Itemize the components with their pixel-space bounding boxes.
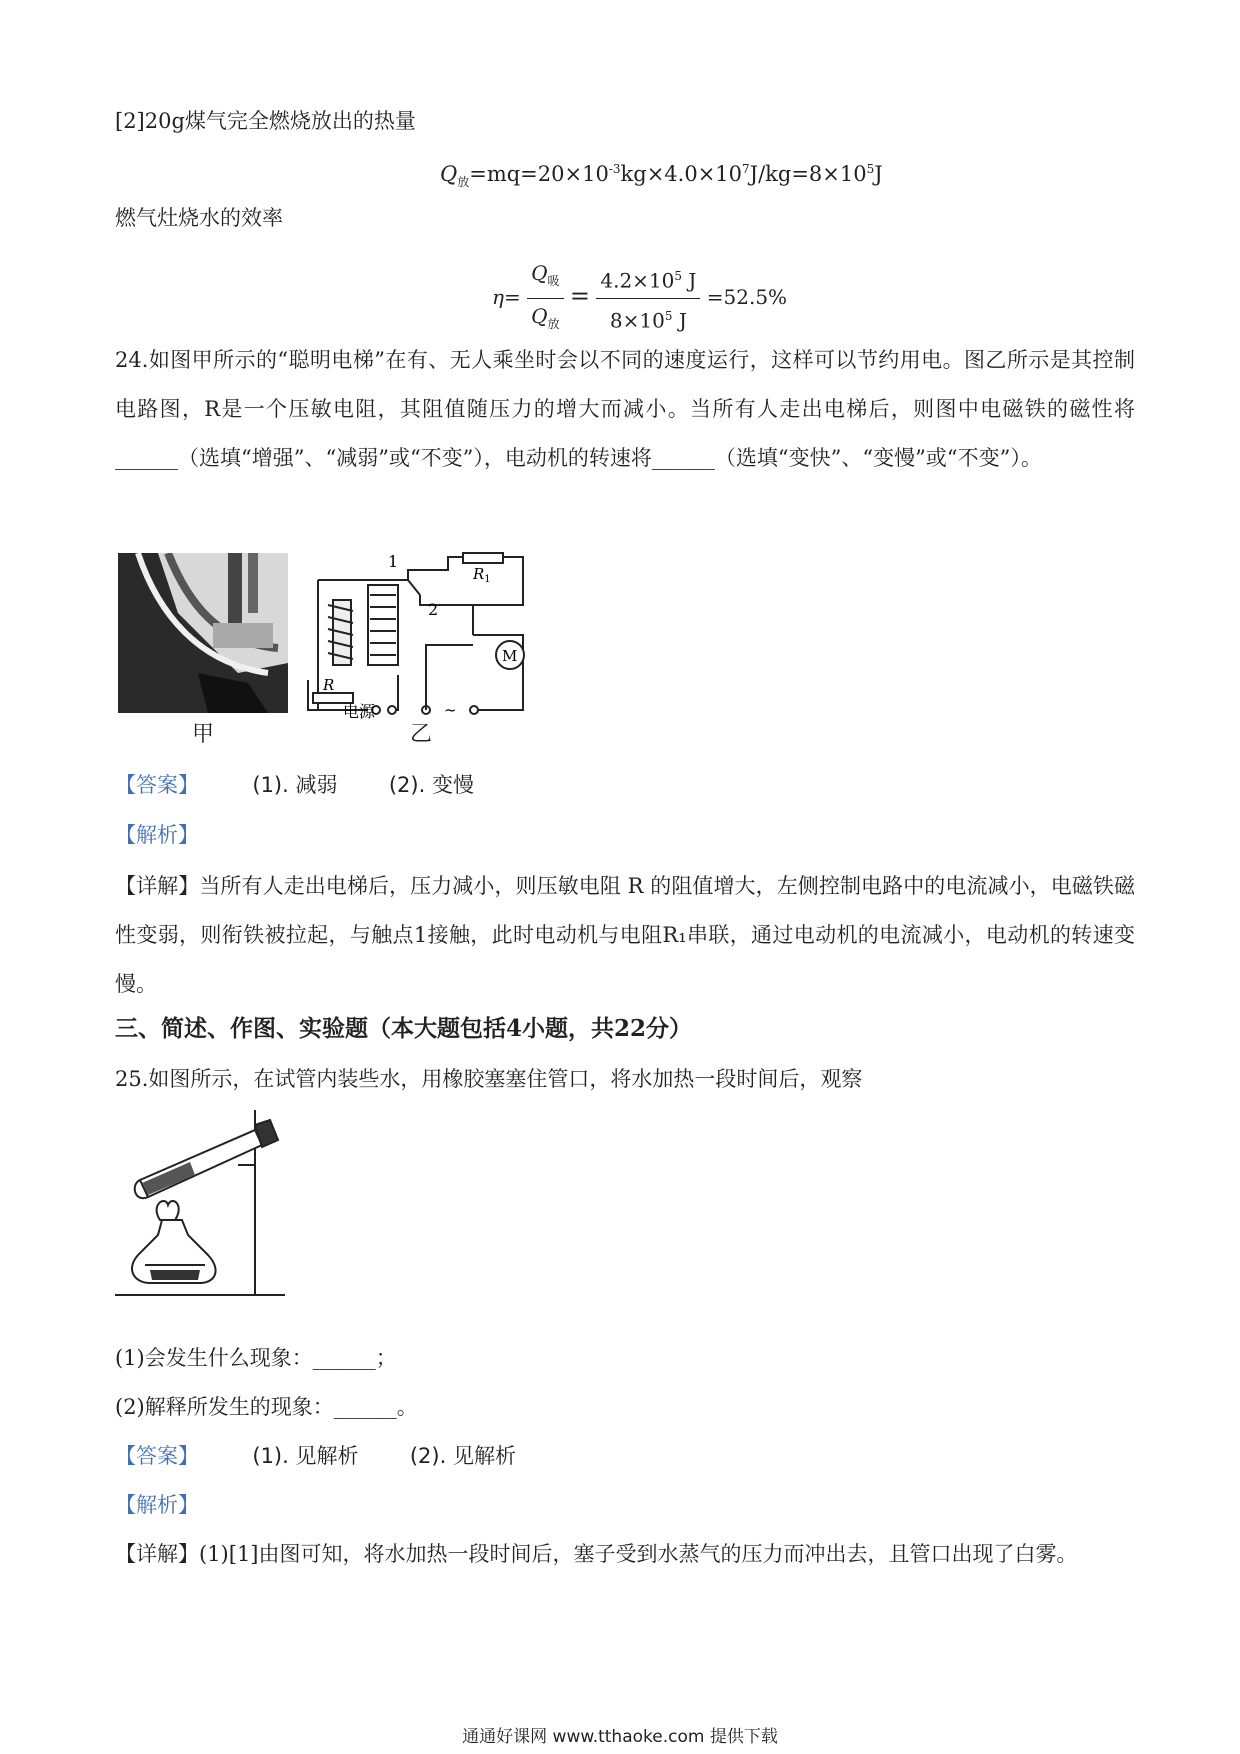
question-24-text: 24.如图甲所示的“聪明电梯”在有、无人乘坐时会以不同的速度运行，这样可以节约用电。图乙所示是其控制电路图，R是一个压敏电阻，其阻值随压力的增大而减小。当所有人走出电梯后，则图中电磁铁的磁性将______（选填“增强”、“减弱”或“不变”），电动机的转速将______（选填“变快”、“变慢”或“不变”）。 bbox=[115, 348, 1135, 470]
analysis-tag-24: 【解析】 bbox=[115, 823, 199, 847]
q-release-sub: 放 bbox=[547, 317, 560, 331]
eta-symbol: η= bbox=[492, 285, 521, 309]
heat-formula bbox=[440, 154, 883, 197]
figure-label-a: 甲 bbox=[192, 722, 215, 747]
question-25-text: 25.如图所示，在试管内装些水，用橡胶塞塞住管口，将水加热一段时间后，观察 bbox=[115, 1067, 863, 1091]
answer-25-part1: (1). 见解析 bbox=[252, 1444, 359, 1468]
detail-25 bbox=[115, 1539, 1078, 1569]
page-footer: 通通好课网 www.tthaoke.com 提供下载 bbox=[462, 1727, 778, 1747]
q-absorb: Q bbox=[531, 261, 548, 285]
control-circuit-diagram bbox=[288, 545, 538, 745]
contact-1-label: 1 bbox=[388, 552, 399, 571]
den-exp: 5 bbox=[664, 309, 673, 323]
detail-24-text: 当所有人走出电梯后，压力减小，则压敏电阻 R 的阻值增大，左侧控制电路中的电流减小，电磁铁磁性变弱，则衔铁被拉起，与触点1接触，此时电动机与电阻R₁串联，通过电动机的电流减小，电动机的转速变慢。 bbox=[115, 874, 1135, 996]
efficiency-label: 燃气灶烧水的效率 bbox=[115, 206, 283, 230]
answer-tag-25: 【答案】 bbox=[115, 1444, 199, 1468]
heat-formula-part3: J/kg=8×10 bbox=[749, 162, 867, 186]
num-exp: 5 bbox=[674, 269, 683, 284]
q-absorb-sub: 吸 bbox=[547, 274, 560, 288]
question-25-sub2: (2)解释所发生的现象：______。 bbox=[115, 1395, 418, 1419]
q-ratio-fraction bbox=[527, 256, 563, 341]
detail-25-text: (1)[1]由图可知，将水加热一段时间后，塞子受到水蒸气的压力而冲出去，且管口出现了白雾。 bbox=[199, 1542, 1078, 1566]
answer-tag: 【答案】 bbox=[115, 773, 199, 797]
heat-formula-exp1: -3 bbox=[608, 162, 621, 176]
heat-formula-exp3: 5 bbox=[866, 162, 875, 176]
contact-2-label: 2 bbox=[428, 600, 439, 619]
answer-25-part2: (2). 见解析 bbox=[409, 1444, 516, 1468]
detail-tag-25: 【详解】 bbox=[115, 1542, 199, 1566]
answer-24-part1: (1). 减弱 bbox=[252, 773, 338, 797]
value-ratio-fraction bbox=[596, 259, 700, 337]
answer-25-row bbox=[115, 1441, 516, 1471]
num-unit: J bbox=[682, 269, 697, 293]
test-tube-heating-figure bbox=[110, 1105, 310, 1305]
answer-24-part2: (2). 变慢 bbox=[388, 773, 474, 797]
detail-tag: 【详解】 bbox=[115, 874, 200, 898]
intro-line: [2]20g煤气完全燃烧放出的热量 bbox=[115, 109, 416, 133]
efficiency-formula: η= $\frac{Q_吸}{Q_放}$ = $\frac{4.2\times 10^5 J}{8\times 10^5 J}$ =52.5% bbox=[492, 256, 787, 341]
heat-formula-part4: J bbox=[874, 162, 883, 186]
answer-24-row bbox=[115, 770, 474, 800]
motor-label: M bbox=[502, 647, 518, 665]
r-label: R bbox=[323, 676, 335, 694]
heat-formula-q: Q bbox=[440, 162, 458, 186]
heat-formula-q-sub: 放 bbox=[457, 175, 470, 190]
heat-formula-exp2: 7 bbox=[742, 162, 750, 176]
power-source-label: 电源 bbox=[343, 702, 376, 721]
analysis-tag-25: 【解析】 bbox=[115, 1493, 199, 1517]
q-release: Q bbox=[531, 304, 548, 328]
num-value: 4.2×10 bbox=[600, 269, 675, 293]
r1-label: $R_1$ bbox=[473, 565, 491, 585]
den-unit: J bbox=[672, 308, 687, 333]
figure-label-b: 乙 bbox=[410, 722, 433, 747]
detail-24 bbox=[115, 862, 1135, 1009]
heat-formula-part1: =mq=20×10 bbox=[469, 162, 609, 186]
section-title: 三、简述、作图、实验题（本大题包括4小题，共22分） bbox=[115, 1015, 693, 1042]
ac-symbol: ~ bbox=[444, 701, 457, 719]
den-value: 8×10 bbox=[609, 308, 665, 333]
efficiency-result: =52.5% bbox=[706, 285, 788, 309]
heat-formula-part2: kg×4.0×10 bbox=[620, 162, 743, 186]
question-25-sub1: (1)会发生什么现象：______； bbox=[115, 1346, 397, 1370]
